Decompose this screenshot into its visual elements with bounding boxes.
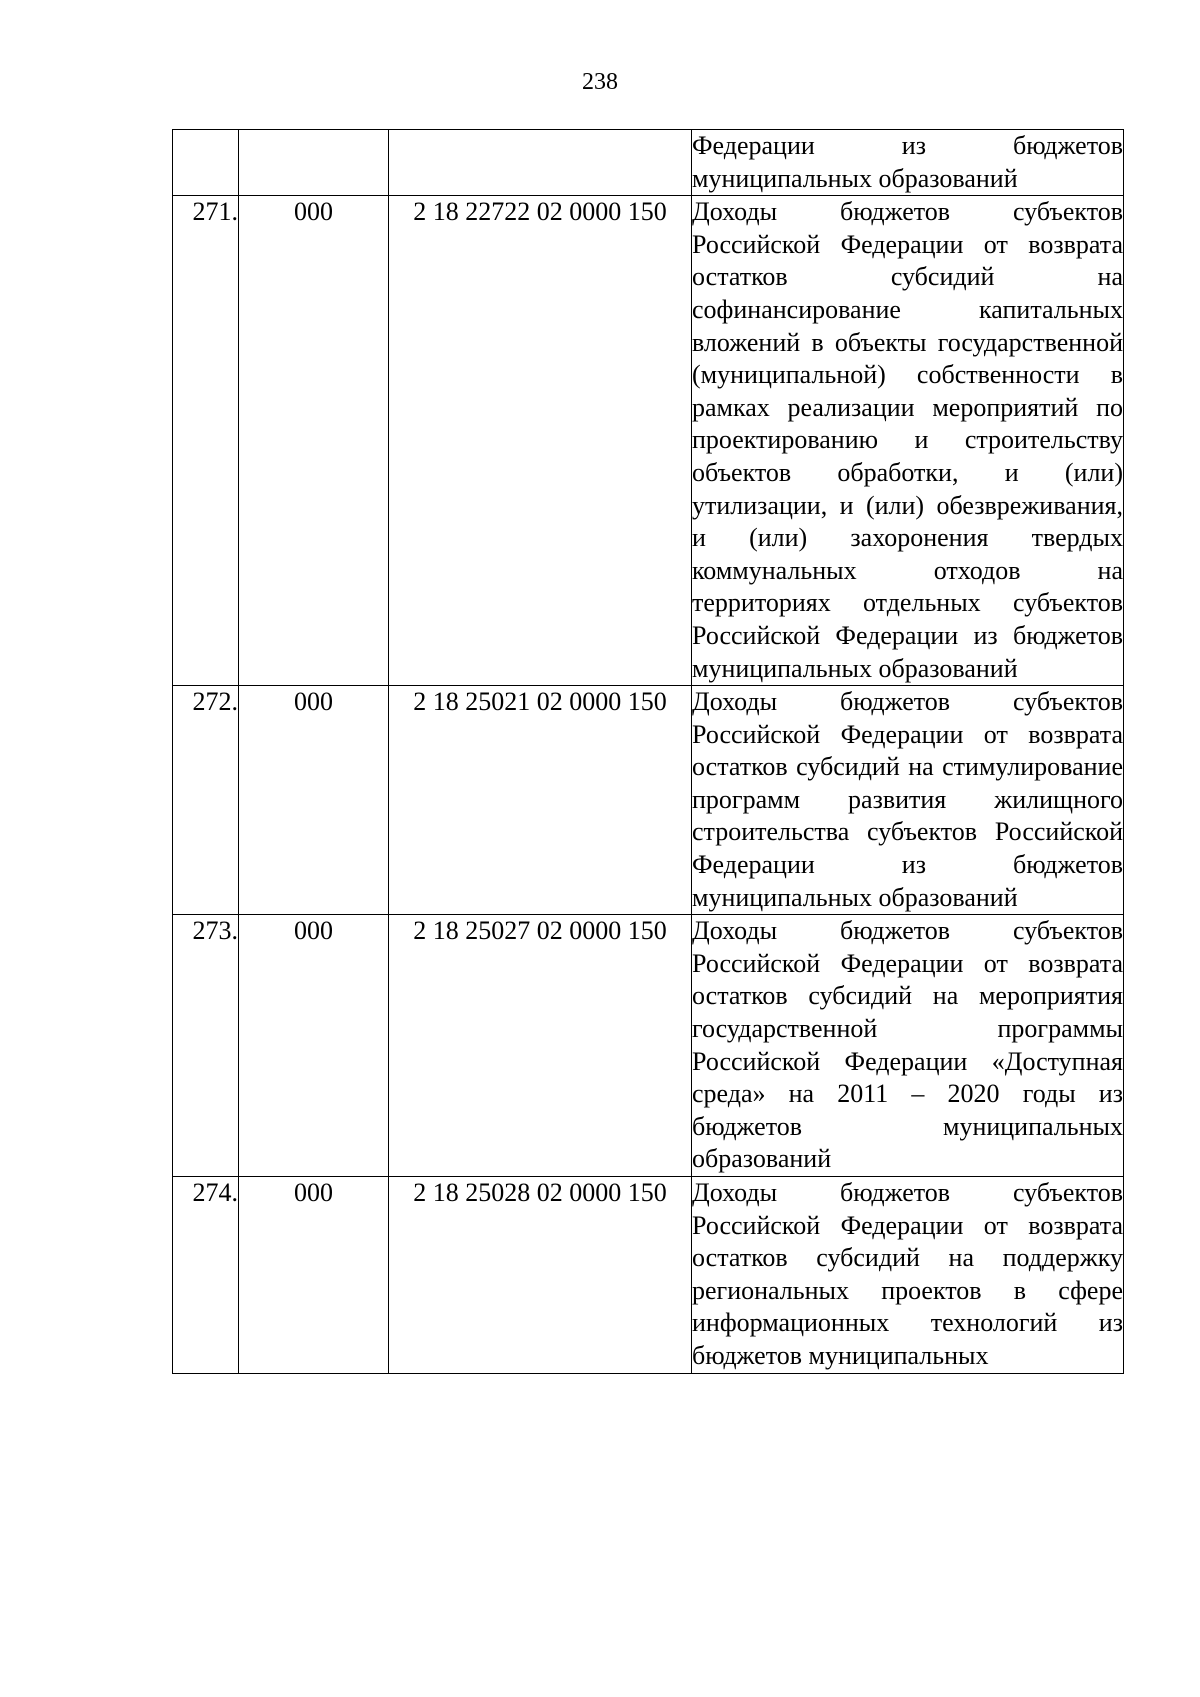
row-number: 273. (173, 915, 239, 1177)
budget-classification-code: 2 18 25028 02 0000 150 (389, 1177, 692, 1374)
revenue-name: Доходы бюджетов субъектов Российской Федерации от возврата остатков субсидий на поддержку региональных проектов в сфере информационных технологий из бюджетов муниципальных (692, 1177, 1124, 1374)
revenue-name: Доходы бюджетов субъектов Российской Федерации от возврата остатков субсидий на мероприятия государственной программы Российской Федерации «Доступная среда» на 2011 – 2020 годы из бюджетов муниципальных образований (692, 915, 1124, 1177)
budget-classification-code: 2 18 25027 02 0000 150 (389, 915, 692, 1177)
revenue-name: Федерации из бюджетов муниципальных образований (692, 130, 1124, 196)
row-number (173, 130, 239, 196)
budget-classification-code: 2 18 22722 02 0000 150 (389, 196, 692, 686)
admin-code: 000 (239, 196, 389, 686)
revenue-code-table (172, 129, 1124, 1374)
table-row (173, 130, 1124, 196)
revenue-name: Доходы бюджетов субъектов Российской Федерации от возврата остатков субсидий на стимулирование программ развития жилищного строительства субъектов Российской Федерации из бюджетов муниципальных образований (692, 686, 1124, 915)
table-row (173, 196, 1124, 686)
revenue-name: Доходы бюджетов субъектов Российской Федерации от возврата остатков субсидий на софинансирование капитальных вложений в объекты государственной (муниципальной) собственности в рамках реализации мероприятий по проектированию и строительству объектов обработки, и (или) утилизации, и (или) обезвреживания, и (или) захоронения твердых коммунальных отходов на территориях отдельных субъектов Российской Федерации из бюджетов муниципальных образований (692, 196, 1124, 686)
admin-code (239, 130, 389, 196)
budget-classification-code (389, 130, 692, 196)
page-number: 238 (582, 69, 618, 95)
budget-classification-code: 2 18 25021 02 0000 150 (389, 686, 692, 915)
row-number: 272. (173, 686, 239, 915)
row-number: 271. (173, 196, 239, 686)
table-row (173, 686, 1124, 915)
table-row (173, 915, 1124, 1177)
table-row (173, 1177, 1124, 1374)
admin-code: 000 (239, 686, 389, 915)
admin-code: 000 (239, 915, 389, 1177)
row-number: 274. (173, 1177, 239, 1374)
admin-code: 000 (239, 1177, 389, 1374)
